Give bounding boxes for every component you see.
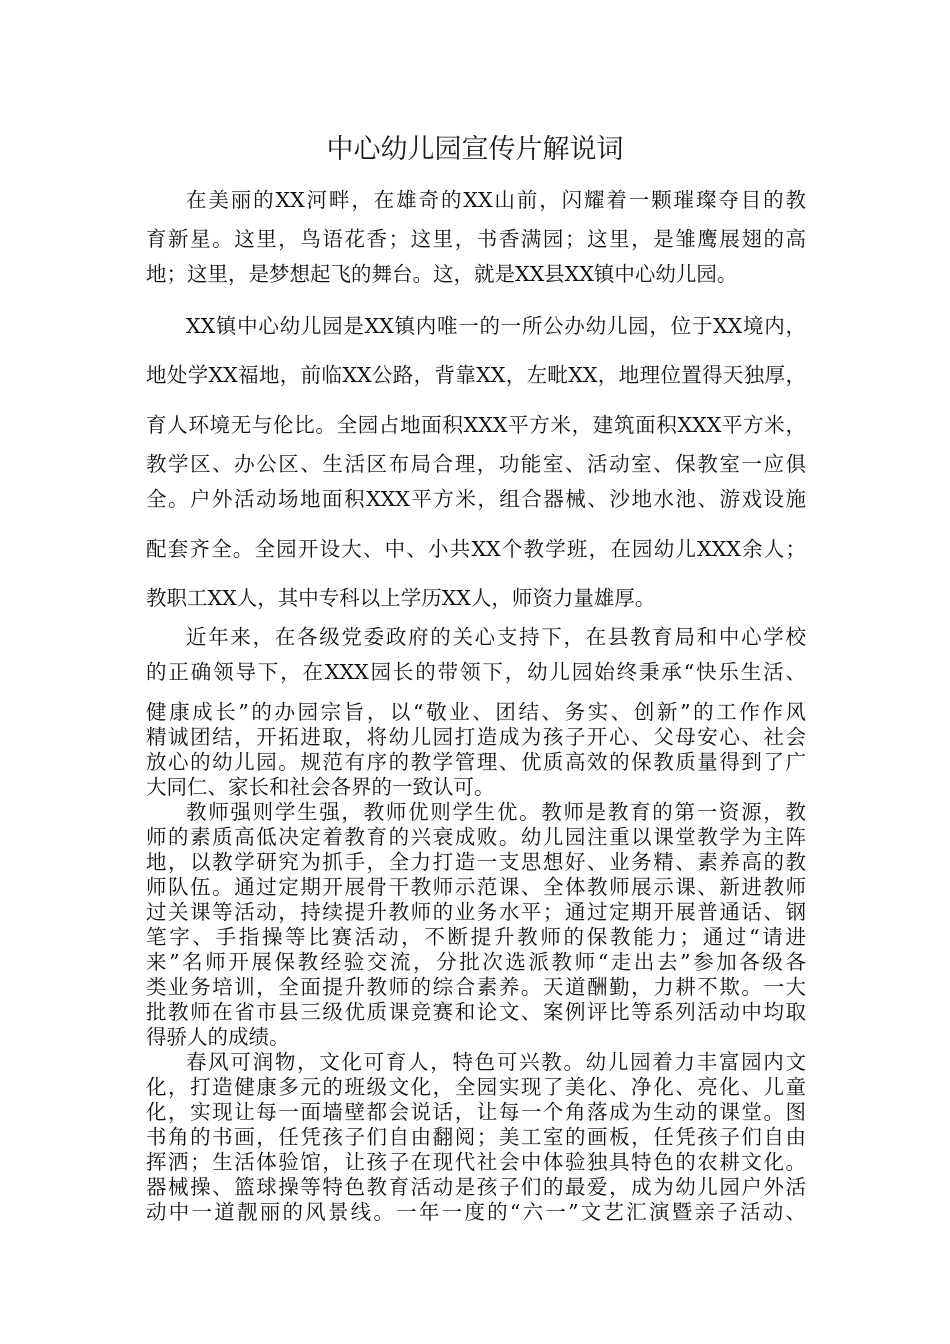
paragraph-4-line-5: 过关课等活动，持续提升教师的业务水平；通过定期开展普通话、钢 — [146, 900, 806, 924]
paragraph-4-line-9: 批教师在省市县三级优质课竞赛和论文、案例评比等系列活动中均取 — [146, 1000, 806, 1024]
paragraph-4-line-6: 笔字、手指操等比赛活动，不断提升教师的保教能力；通过“请进 — [146, 925, 806, 949]
document-title: 中心幼儿园宣传片解说词 — [326, 134, 624, 165]
paragraph-5-line-6: 器械操、篮球操等特色教育活动是孩子们的最爱，成为幼儿园户外活 — [146, 1175, 806, 1199]
paragraph-2-line-6: 配套齐全。全园开设大、中、小共XX个教学班，在园幼儿XXX余人； — [146, 537, 806, 561]
paragraph-3-line-1: 近年来，在各级党委政府的关心支持下，在县教育局和中心学校 — [186, 625, 806, 649]
paragraph-4-line-1: 教师强则学生强，教师优则学生优。教师是教育的第一资源，教 — [186, 800, 806, 824]
paragraph-4-line-10: 得骄人的成绩。 — [146, 1025, 290, 1049]
paragraph-5-line-1: 春风可润物，文化可育人，特色可兴教。幼儿园着力丰富园内文 — [186, 1050, 806, 1074]
paragraph-5-line-5: 挥洒；生活体验馆，让孩子在现代社会中体验独具特色的农耕文化。 — [146, 1150, 806, 1174]
paragraph-3-line-3: 健康成长”的办园宗旨，以“敬业、团结、务实、创新”的工作作风 — [146, 700, 806, 724]
paragraph-2-line-7: 教职工XX人，其中专科以上学历XX人，师资力量雄厚。 — [146, 586, 656, 610]
paragraph-4-line-4: 师队伍。通过定期开展骨干教师示范课、全体教师展示课、新进教师 — [146, 875, 806, 899]
paragraph-1-line-3: 地；这里，是梦想起飞的舞台。这，就是XX县XX镇中心幼儿园。 — [146, 262, 738, 286]
paragraph-3-line-4: 精诚团结，开拓进取，将幼儿园打造成为孩子开心、父母安心、社会 — [146, 725, 806, 749]
paragraph-5-line-2: 化，打造健康多元的班级文化，全园实现了美化、净化、亮化、儿童 — [146, 1075, 806, 1099]
paragraph-5-line-4: 书角的书画，任凭孩子们自由翻阅；美工室的画板，任凭孩子们自由 — [146, 1125, 806, 1149]
paragraph-4-line-2: 师的素质高低决定着教育的兴衰成败。幼儿园注重以课堂教学为主阵 — [146, 825, 806, 849]
paragraph-4-line-7: 来”名师开展保教经验交流，分批次选派教师“走出去”参加各级各 — [146, 950, 806, 974]
paragraph-2-line-3: 育人环境无与伦比。全园占地面积XXX平方米，建筑面积XXX平方米， — [146, 413, 806, 437]
paragraph-4-line-3: 地，以教学研究为抓手，全力打造一支思想好、业务精、素养高的教 — [146, 850, 806, 874]
paragraph-2-line-4: 教学区、办公区、生活区布局合理，功能室、活动室、保教室一应俱 — [146, 452, 806, 476]
paragraph-5-line-7: 动中一道靓丽的风景线。一年一度的“六一”文艺汇演暨亲子活动、 — [146, 1200, 806, 1224]
paragraph-3-line-5: 放心的幼儿园。规范有序的教学管理、优质高效的保教质量得到了广 — [146, 750, 806, 774]
paragraph-3-line-2: 的正确领导下，在XXX园长的带领下，幼儿园始终秉承“快乐生活、 — [146, 660, 806, 684]
paragraph-1-line-2: 育新星。这里，鸟语花香；这里，书香满园；这里，是雏鹰展翅的高 — [146, 227, 806, 251]
paragraph-3-line-6: 大同仁、家长和社会各界的一致认可。 — [146, 775, 495, 799]
paragraph-5-line-3: 化，实现让每一面墙壁都会说话，让每一个角落成为生动的课堂。图 — [146, 1100, 806, 1124]
paragraph-2-line-5: 全。户外活动场地面积XXX平方米，组合器械、沙地水池、游戏设施 — [146, 487, 806, 511]
paragraph-2-line-2: 地处学XX福地，前临XX公路，背靠XX，左毗XX，地理位置得天独厚， — [146, 363, 806, 387]
paragraph-4-line-8: 类业务培训，全面提升教师的综合素养。天道酬勤，力耕不欺。一大 — [146, 975, 806, 999]
paragraph-2-line-1: XX镇中心幼儿园是XX镇内唯一的一所公办幼儿园，位于XX境内， — [186, 314, 806, 338]
paragraph-1-line-1: 在美丽的XX河畔，在雄奇的XX山前，闪耀着一颗璀璨夺目的教 — [186, 188, 806, 212]
